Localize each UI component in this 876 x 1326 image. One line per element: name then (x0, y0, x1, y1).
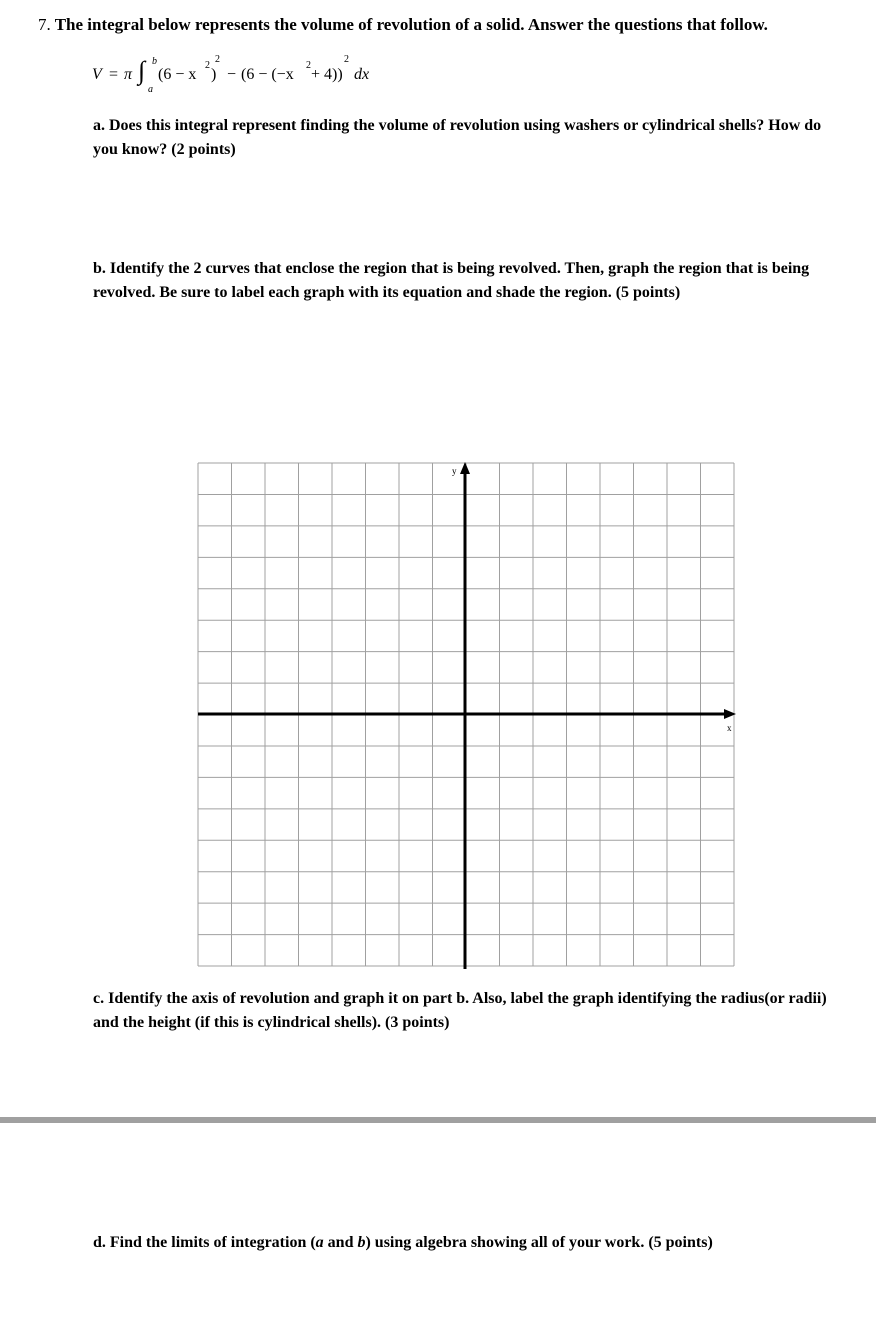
formula-term1-inner-exp: 2 (205, 60, 210, 71)
part-d-prompt (93, 1231, 833, 1255)
part-d-limit-a: a (315, 1234, 324, 1251)
part-d-text-prefix: d. Find the limits of integration ( (93, 1234, 316, 1251)
formula-upper-limit: b (152, 56, 157, 67)
formula-lower-limit: a (148, 84, 153, 95)
question-text: The integral below represents the volume of revolution of a solid. Answer the questions that follow. (54, 15, 768, 34)
x-axis-label: x (727, 723, 732, 733)
part-d-limit-b: b (357, 1234, 366, 1251)
formula-dx: dx (354, 66, 370, 83)
formula-term2: (6 − (−x (241, 66, 294, 83)
formula-term1-close: ) (211, 66, 217, 83)
formula-lhs: V (92, 66, 102, 83)
question-title (38, 14, 868, 36)
formula-pi: π (124, 66, 133, 83)
formula-term1-exp: 2 (215, 54, 220, 65)
part-d-text-suffix: ) using algebra showing all of your work. (5 points) (365, 1234, 713, 1251)
formula-term2-inner-exp: 2 (306, 60, 311, 71)
formula-term2-exp: 2 (344, 54, 349, 65)
part-a-prompt: a. Does this integral represent finding the volume of revolution using washers or cylindrical shells? How do you know? (2 points) (93, 117, 822, 158)
part-d-and: and (323, 1234, 358, 1251)
formula-term1: (6 − x (158, 66, 197, 83)
coordinate-grid (196, 461, 740, 971)
formula-term2-rest: + 4)) (311, 66, 343, 83)
y-axis-label: y (452, 466, 457, 476)
formula-minus: − (227, 66, 237, 83)
formula-equals: = (109, 66, 119, 83)
y-axis-arrow-icon (460, 462, 470, 474)
part-c-prompt: c. Identify the axis of revolution and graph it on part b. Also, label the graph identifying the radius(or radii) and the height (if this is cylindrical shells). (3 points) (93, 990, 827, 1031)
part-b-prompt: b. Identify the 2 curves that enclose the region that is being revolved. Then, graph the region that is being revolved. Be sure to label each graph with its equation and shade the region. (5 points) (93, 260, 810, 301)
page-divider (0, 1117, 876, 1123)
integral-sign-icon: ∫ (138, 56, 146, 85)
question-number: 7. (38, 15, 51, 34)
